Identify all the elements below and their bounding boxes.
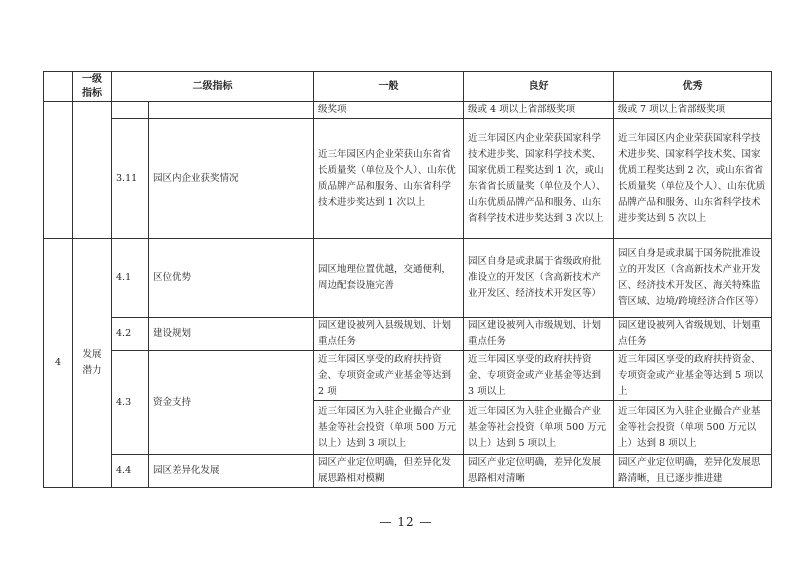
criteria-good: 近三年园区内企业荣获国家科学技术进步奖、国家科学技术奖、国家优质工程奖达到 1 次，或山东省省长质量奖（单位及个人）、山东优质品牌产品和服务、山东省科学技术进步奖达到 3 次以上 xyxy=(464,119,614,239)
indicator-name: 区位优势 xyxy=(149,239,314,318)
table-row-4-1 xyxy=(44,239,772,318)
table-row-4-3a xyxy=(44,351,772,401)
indicator-number: 4.1 xyxy=(112,239,149,318)
criteria-excellent: 近三年园区享受的政府扶持资金、专项资金或产业基金等达到 5 项以上 xyxy=(614,351,772,401)
criteria-good: 园区自身是或隶属于省级政府批准设立的开发区（含高新技术产业开发区、经济技术开发区等） xyxy=(464,239,614,318)
indicator-name: 建设规划 xyxy=(149,318,314,351)
cont-excellent: 级或 7 项以上省部级奖项 xyxy=(614,102,772,119)
criteria-good: 园区产业定位明确，差异化发展思路相对清晰 xyxy=(464,455,614,488)
page-number: — 12 — xyxy=(379,515,433,529)
criteria-excellent: 近三年园区内企业荣获国家科学技术进步奖、国家科学技术奖、国家优质工程奖达到 2 次，或山东省省长质量奖（单位及个人）、山东优质品牌产品和服务、山东省科学技术进步奖达到 5 次以上 xyxy=(614,119,772,239)
header-level2: 二级指标 xyxy=(112,72,314,102)
cat3-num-cell xyxy=(44,102,73,239)
criteria-good: 近三年园区享受的政府扶持资金、专项资金或产业基金等达到 3 项以上 xyxy=(464,351,614,401)
indicator-number: 4.3 xyxy=(112,351,149,455)
criteria-general: 园区地理位置优越，交通便利，周边配套设施完善 xyxy=(314,239,464,318)
table-row-continued xyxy=(44,102,772,119)
cat3-name-cell xyxy=(73,102,112,239)
header-general: 一般 xyxy=(314,72,464,102)
criteria-general: 近三年园区享受的政府扶持资金、专项资金或产业基金等达到 2 项 xyxy=(314,351,464,401)
criteria-general: 园区产业定位明确，但差异化发展思路相对模糊 xyxy=(314,455,464,488)
table-row-4-2 xyxy=(44,318,772,351)
cont-name-cell xyxy=(149,102,314,119)
header-blank-cell xyxy=(44,72,73,102)
table-row-3-11 xyxy=(44,119,772,239)
criteria-excellent: 近三年园区为入驻企业撮合产业基金等社会投资（单项 500 万元以上）达到 8 项以上 xyxy=(614,401,772,455)
indicator-name: 园区内企业获奖情况 xyxy=(149,119,314,239)
criteria-excellent: 园区产业定位明确，差异化发展思路清晰，且已逐步推进建 xyxy=(614,455,772,488)
indicator-name: 园区差异化发展 xyxy=(149,455,314,488)
criteria-general: 近三年园区为入驻企业撮合产业基金等社会投资（单项 500 万元以上）达到 3 项以上 xyxy=(314,401,464,455)
indicator-name: 资金支持 xyxy=(149,351,314,455)
header-row xyxy=(44,72,772,102)
criteria-excellent: 园区自身是或隶属于国务院批准设立的开发区（含高新技术产业开发区、经济技术开发区、海关特殊监管区域、边境/跨境经济合作区等） xyxy=(614,239,772,318)
criteria-general: 园区建设被列入县级规划、计划重点任务 xyxy=(314,318,464,351)
criteria-good: 近三年园区为入驻企业撮合产业基金等社会投资（单项 500 万元以上）达到 5 项以上 xyxy=(464,401,614,455)
table-row-4-4 xyxy=(44,455,772,488)
criteria-excellent: 园区建设被列入省级规划、计划重点任务 xyxy=(614,318,772,351)
category-number: 4 xyxy=(44,239,73,488)
cont-good: 级或 4 项以上省部级奖项 xyxy=(464,102,614,119)
indicator-number: 4.2 xyxy=(112,318,149,351)
header-level1: 一级 指标 xyxy=(73,72,112,102)
category-name: 发展 潜力 xyxy=(73,239,112,488)
indicator-number: 3.11 xyxy=(112,119,149,239)
cont-general: 级奖项 xyxy=(314,102,464,119)
cont-num-cell xyxy=(112,102,149,119)
evaluation-table xyxy=(43,71,772,488)
criteria-general: 近三年园区内企业荣获山东省省长质量奖（单位及个人）、山东优质品牌产品和服务、山东省科学技术进步奖达到 1 次以上 xyxy=(314,119,464,239)
header-good: 良好 xyxy=(464,72,614,102)
criteria-good: 园区建设被列入市级规划、计划重点任务 xyxy=(464,318,614,351)
indicator-number: 4.4 xyxy=(112,455,149,488)
header-excellent: 优秀 xyxy=(614,72,772,102)
